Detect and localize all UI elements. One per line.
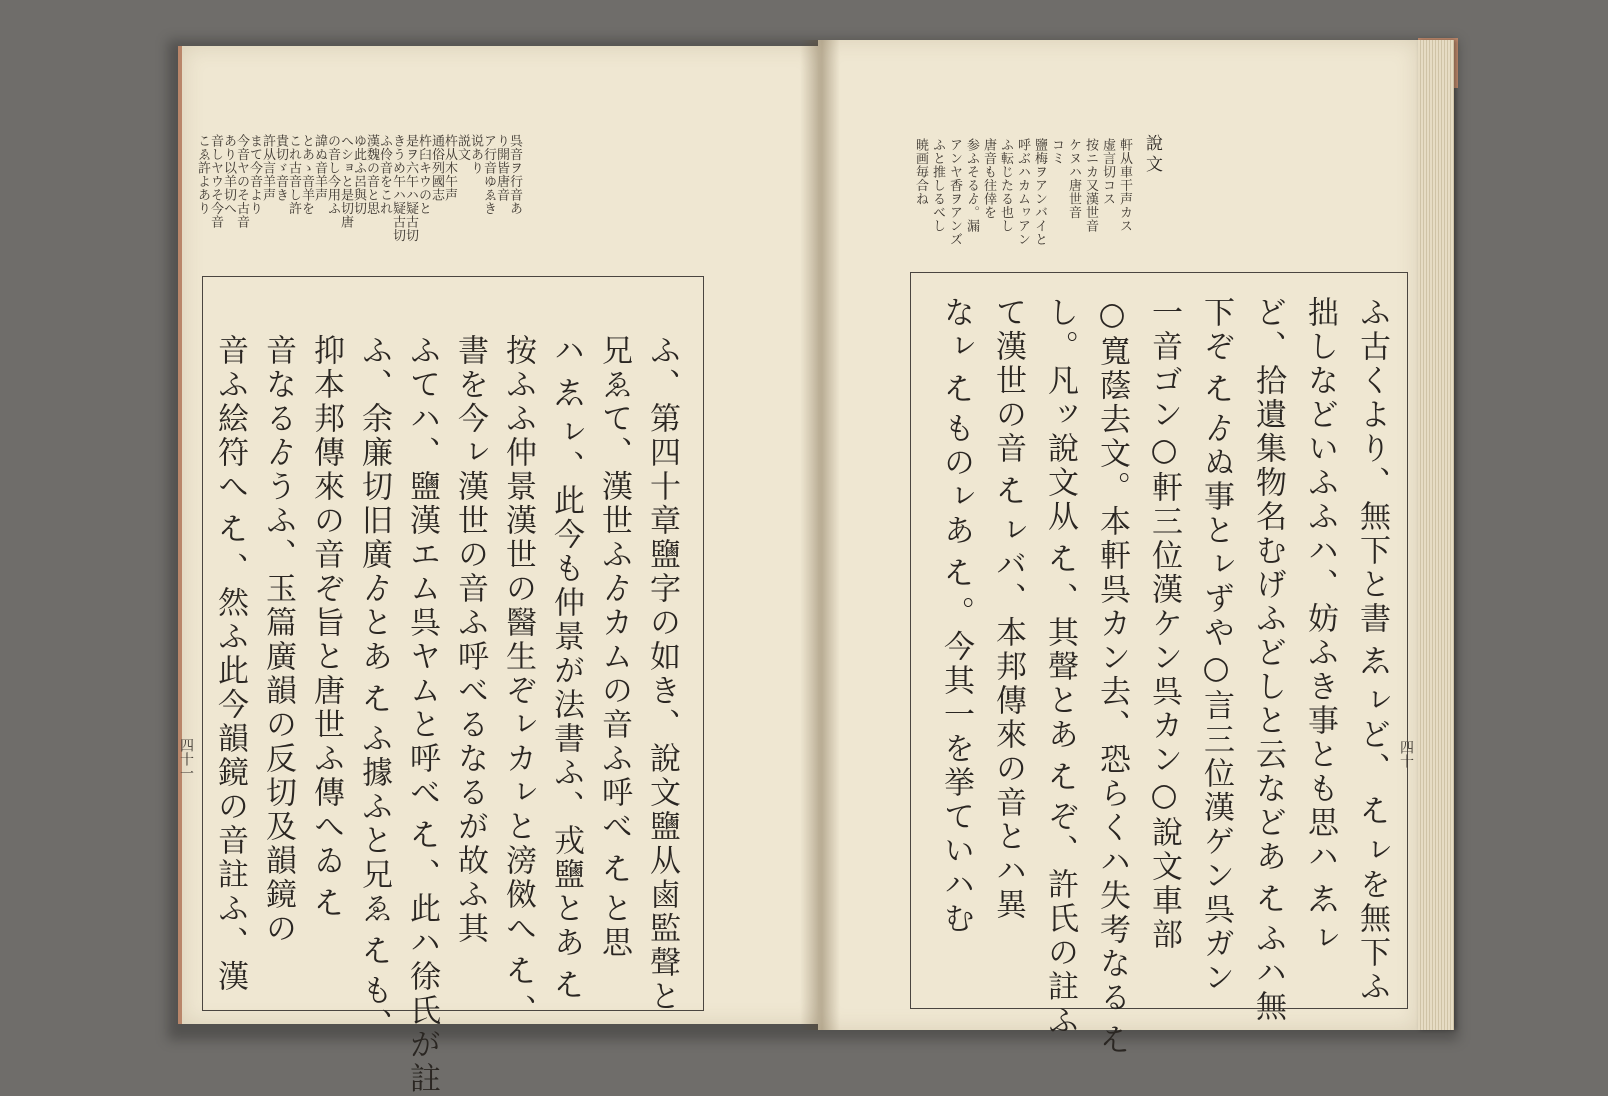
text-column: 按ふふ仲景漢世の醫生ぞㇾカㇾと滂傚へ𛂦、	[500, 334, 536, 1028]
head-note-column: ゆ此ふ呂與切	[351, 134, 366, 215]
head-note-column: 唐音も往倖を	[981, 138, 996, 219]
head-note-column: 虚言切コス	[1100, 138, 1115, 206]
text-column: ふ古くより、無下と書𛁈ㇾど、𛂦ㇾを無下ふ	[1354, 296, 1390, 1004]
page-edges	[1418, 40, 1454, 1030]
head-note-column: 参ふそるゟ。漏	[964, 138, 979, 233]
book-gutter	[800, 40, 840, 1030]
head-note-column: 諱ぬ音羊声	[312, 134, 327, 202]
head-note-column: り開皆唐音	[494, 134, 509, 202]
head-note-column: あり以羊切へ	[221, 134, 236, 215]
head-note-column: ア行音ゆゑき	[481, 134, 496, 215]
head-note-column: 呉音ヲ行音あ	[507, 134, 522, 215]
head-note-column: きうめ午ハ疑古切	[390, 134, 405, 242]
text-column: 拙しなどいふふハ、妨ふき事とも思ハ𛁈ㇾ	[1302, 296, 1338, 956]
head-note-column: 鹽梅ヲアンバイと	[1032, 138, 1047, 246]
text-column: 音ふ絵符へ𛂦、然ふ此今韻鏡の音註ふ、漢	[212, 334, 248, 994]
text-column: ふてハ、鹽漢エム呉ヤムと呼べ𛂦、此ハ徐氏が註	[404, 334, 440, 1096]
head-note-column: ふ伶音をこれ	[377, 134, 392, 215]
head-note-column: へショと是切唐	[338, 134, 353, 229]
head-note-column: これ古音し許	[286, 134, 301, 215]
text-column: 書を今ㇾ漢世の音ふ呼べるなるが故ふ其	[452, 334, 488, 946]
head-note-column: 音しヤウそ今音	[208, 134, 223, 229]
head-note-column: まて今音より	[247, 134, 262, 215]
text-column: 音なるゟうふ、玉篇廣韻の反切及韻鏡の	[260, 334, 296, 946]
head-note-column: 呼ぶハカムヮアン	[1015, 138, 1030, 246]
head-note-column: 说あり	[468, 134, 483, 175]
head-note-column: 是ヲ六午ハ疑古切	[403, 134, 418, 242]
text-column: ど、拾遺集物名むげふどしと云などあ𛂦ふハ無	[1250, 296, 1286, 1024]
head-note-column: 説文	[455, 134, 470, 161]
head-note-column: とあゝ音羊を	[299, 134, 314, 215]
head-note-column: ケヌハ唐世音	[1066, 138, 1081, 219]
head-note-column: こゑ許よあり	[195, 134, 210, 215]
text-column: ○寬蔭去文。本軒呉カン去、恐らくハ失考なる𛂦	[1094, 296, 1130, 1063]
head-note-column: 許从言羊声	[260, 134, 275, 202]
head-note-column: アンヤ香ヲアンズ	[947, 138, 962, 246]
left-folio: 四十一	[178, 738, 194, 780]
head-note-column: 暁画毎合ね	[913, 138, 928, 206]
text-column: 下ぞ𛂦ゟぬ事とㇾずや○言三位漢ゲン呉ガン	[1198, 296, 1234, 995]
text-column: 兄ゑて、漢世ふゟカムの音ふ呼べ𛂦と思	[596, 334, 632, 960]
head-note-column: 今音ヤのそ古音	[234, 134, 249, 229]
head-note-column: 通俗列國志	[429, 134, 444, 202]
head-note-column: 杵从木午声	[442, 134, 457, 202]
text-column: ふ、第四十章鹽字の如き、說文鹽从鹵監聲と	[644, 334, 680, 1014]
text-column: 一音ゴン○軒三位漢ケン呉カン○說文車部	[1146, 296, 1182, 952]
text-column: ハ𛁈ㇾ、此今も仲景が法書ふ、戎鹽とあ𛂦	[548, 334, 584, 1008]
head-note-column: 漢魏の音と思	[364, 134, 379, 215]
text-column: なㇾ𛂦ものㇾあ𛂦。今其一を挙ていハむ	[938, 296, 974, 936]
text-column: て漢世の音𛂦ㇾバ、本邦傳來の音とハ異	[990, 296, 1026, 922]
head-note-column: 軒从車干声カス	[1117, 138, 1132, 233]
head-note-column: ふ転じたる也し	[998, 138, 1013, 233]
head-note-column: コミ	[1049, 138, 1064, 165]
head-note-column: 杵臼キウのと	[416, 134, 431, 215]
right-folio: 四十	[1398, 740, 1414, 768]
head-note-column: 貴切ゞ音き	[273, 134, 288, 202]
head-note-column: ふと推しるべし	[930, 138, 945, 233]
text-column: し。凡ッ說文从𛂦、其聲とあ𛂦ぞ、許氏の註ふ	[1042, 296, 1078, 1038]
right-head-title: 說文	[1142, 134, 1162, 176]
text-column: 抑本邦傳來の音ぞ旨と唐世ふ傳へゐ𛂦	[308, 334, 344, 926]
head-note-column: 按ニカ又漢世音	[1083, 138, 1098, 233]
head-note-column: の音し今用ふ	[325, 134, 340, 215]
text-column: ふ、余廉切旧廣ゟとあ𛂦ふ據ふと兄ゑ𛂦も、	[356, 334, 392, 1042]
